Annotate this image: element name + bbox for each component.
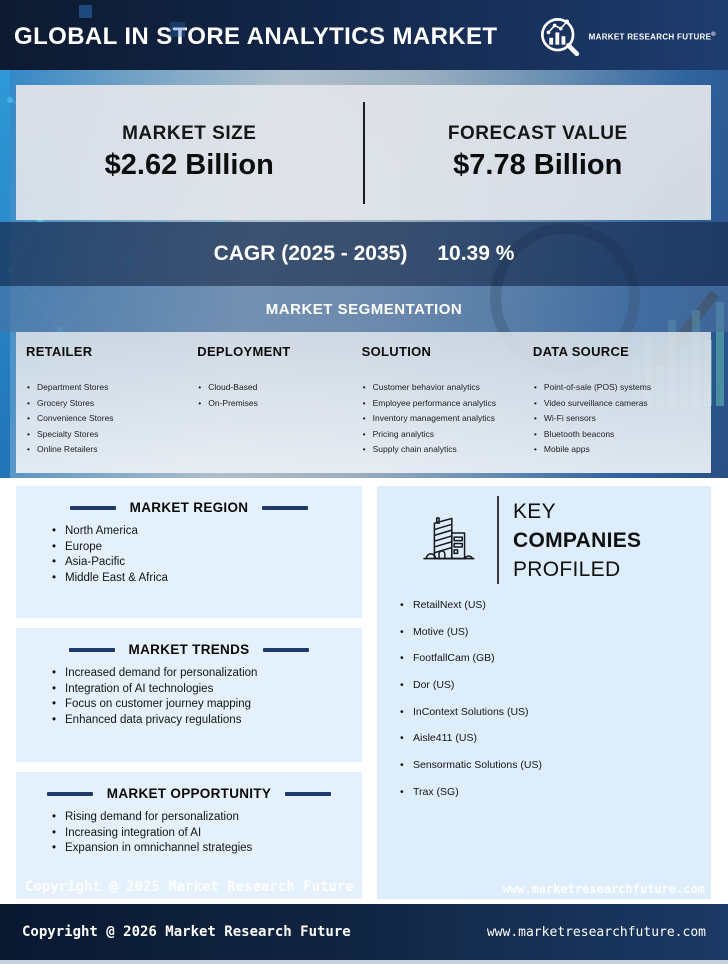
- registered-mark: ®: [711, 32, 716, 39]
- bottom-strip: [0, 960, 728, 964]
- footer-copyright: Copyright @ 2026 Market Research Future: [22, 924, 351, 940]
- header-dash-right: [285, 792, 331, 796]
- list-item: • Supply chain analytics: [362, 442, 533, 458]
- segmentation-column-retailer: [26, 344, 197, 473]
- column-title: DEPLOYMENT: [197, 344, 291, 359]
- brand-logo: [537, 14, 716, 60]
- list-item: • Asia-Pacific: [52, 555, 362, 571]
- list-item: • Convenience Stores: [26, 411, 197, 427]
- list-item: • North America: [52, 524, 362, 540]
- list-item: • FootfallCam (GB): [400, 653, 711, 664]
- column-title: DATA SOURCE: [532, 344, 630, 359]
- section-header: [16, 786, 362, 801]
- market-trends-title: MARKET TRENDS: [128, 642, 250, 657]
- title-line-3: PROFILED: [513, 557, 621, 581]
- list-item: • Specialty Stores: [26, 427, 197, 443]
- list-item: • Increased demand for personalization: [52, 666, 362, 682]
- segmentation-column-solution: [362, 344, 533, 473]
- header-dash-left: [69, 648, 115, 652]
- column-items: [533, 380, 711, 458]
- cagr-value: 10.39 %: [437, 242, 515, 265]
- list-item: • Europe: [52, 540, 362, 556]
- market-size-label: MARKET SIZE: [122, 123, 257, 144]
- footer: [0, 904, 728, 960]
- market-region-panel: [16, 486, 362, 618]
- key-companies-panel: [377, 486, 711, 899]
- market-trends-panel: [16, 628, 362, 762]
- title-line-1: KEY: [513, 499, 556, 523]
- header-deco-square: [170, 22, 185, 37]
- header-dash-left: [70, 506, 116, 510]
- buildings-icon: [417, 509, 475, 571]
- market-region-list: [16, 524, 362, 586]
- forecast-value-value: $7.78 Billion: [453, 149, 623, 181]
- market-trends-list: [16, 666, 362, 728]
- list-item: • RetailNext (US): [400, 600, 711, 611]
- segmentation-band: [0, 286, 728, 332]
- list-item: • Inventory management analytics: [362, 411, 533, 427]
- footer-website-link[interactable]: www.marketresearchfuture.com: [486, 924, 706, 940]
- list-item: • Point-of-sale (POS) systems: [533, 380, 711, 396]
- forecast-value-block: [365, 123, 712, 182]
- segmentation-column-deployment: [197, 344, 361, 473]
- segmentation-column-datasource: [533, 344, 711, 473]
- watermark-copyright: Copyright @ 2025 Market Research Future: [25, 879, 354, 895]
- column-title: RETAILER: [26, 344, 93, 359]
- segmentation-panel: [16, 332, 711, 473]
- list-item: • Dor (US): [400, 680, 711, 691]
- header-dash-left: [47, 792, 93, 796]
- list-item: • Rising demand for personalization: [52, 810, 362, 826]
- list-item: • Pricing analytics: [362, 427, 533, 443]
- list-item: • Trax (SG): [400, 787, 711, 798]
- list-item: • Wi-Fi sensors: [533, 411, 711, 427]
- header-deco-square: [79, 5, 92, 18]
- list-item: • Cloud-Based: [197, 380, 361, 396]
- cagr-label: CAGR (2025 - 2035): [213, 242, 408, 265]
- list-item: • Increasing integration of AI: [52, 826, 362, 842]
- market-opportunity-title: MARKET OPPORTUNITY: [106, 786, 272, 801]
- forecast-value-label: FORECAST VALUE: [447, 123, 628, 144]
- market-region-title: MARKET REGION: [129, 500, 249, 515]
- list-item: • Enhanced data privacy regulations: [52, 713, 362, 729]
- list-item: • Bluetooth beacons: [533, 427, 711, 443]
- segmentation-title: MARKET SEGMENTATION: [265, 300, 463, 318]
- watermark-website: www.marketresearchfuture.com: [502, 882, 705, 896]
- list-item: • Middle East & Africa: [52, 571, 362, 587]
- header-dash-right: [263, 648, 309, 652]
- cagr-band: [0, 222, 728, 286]
- market-size-block: [16, 123, 363, 182]
- companies-list: [377, 600, 711, 798]
- list-item: • Grocery Stores: [26, 396, 197, 412]
- header-dash-right: [262, 506, 308, 510]
- column-items: [197, 380, 361, 411]
- market-size-value: $2.62 Billion: [104, 149, 274, 181]
- list-item: • Focus on customer journey mapping: [52, 697, 362, 713]
- list-item: • InContext Solutions (US): [400, 707, 711, 718]
- list-item: • Online Retailers: [26, 442, 197, 458]
- column-items: [26, 380, 197, 458]
- mrf-logo-icon: [537, 14, 583, 60]
- hero-section: [0, 70, 728, 478]
- list-item: • On-Premises: [197, 396, 361, 412]
- column-items: [362, 380, 533, 458]
- list-item: • Department Stores: [26, 380, 197, 396]
- key-companies-title: [513, 497, 641, 584]
- page-title: GLOBAL IN STORE ANALYTICS MARKET: [14, 23, 498, 50]
- list-item: • Mobile apps: [533, 442, 711, 458]
- market-size-panel: [16, 85, 711, 220]
- list-item: • Expansion in omnichannel strategies: [52, 841, 362, 857]
- key-companies-header: [417, 496, 711, 584]
- list-item: • Integration of AI technologies: [52, 682, 362, 698]
- list-item: • Motive (US): [400, 627, 711, 638]
- header: [0, 0, 728, 74]
- section-header: [16, 500, 362, 515]
- list-item: • Aisle411 (US): [400, 733, 711, 744]
- list-item: • Customer behavior analytics: [362, 380, 533, 396]
- list-item: • Video surveillance cameras: [533, 396, 711, 412]
- title-line-2: COMPANIES: [513, 528, 642, 552]
- brand-name: MARKET RESEARCH FUTURE®: [588, 32, 716, 42]
- list-item: • Sensormatic Solutions (US): [400, 760, 711, 771]
- column-title: SOLUTION: [361, 344, 432, 359]
- list-item: • Employee performance analytics: [362, 396, 533, 412]
- vertical-divider: [497, 496, 499, 584]
- market-opportunity-list: [16, 810, 362, 857]
- section-header: [16, 642, 362, 657]
